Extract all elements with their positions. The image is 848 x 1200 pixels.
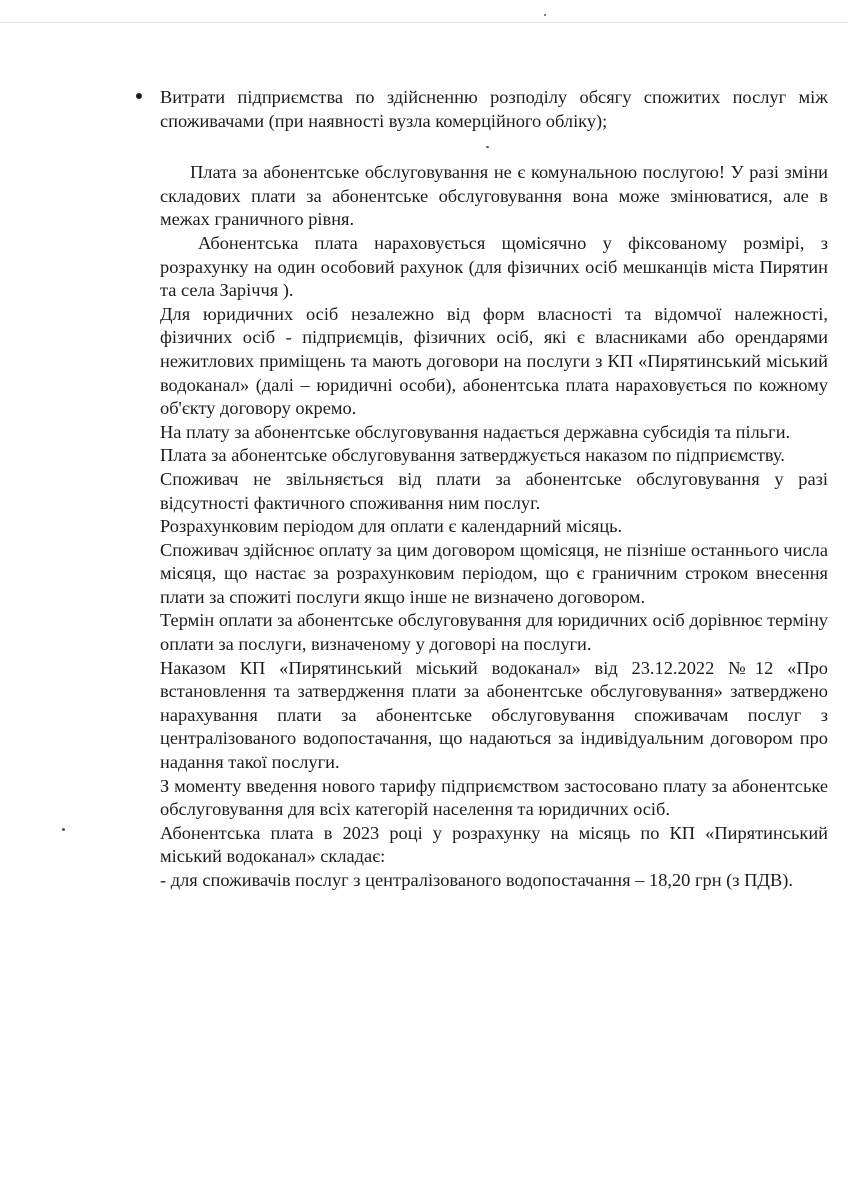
paragraph-new-tariff: З моменту введення нового тарифу підприємством застосовано плату за абонентське обслуговування для всіх категорій населення та юридичних осіб.	[160, 775, 828, 820]
bullet-icon	[136, 93, 142, 99]
scan-speck	[62, 828, 65, 831]
paragraph-approval: Плата за абонентське обслуговування затверджується наказом по підприємству.	[160, 445, 785, 466]
paragraph-billing-period: Розрахунковим періодом для оплати є календарний місяць.	[160, 516, 623, 537]
paragraph-no-exemption: Споживач не звільняється від плати за абонентське обслуговування у разі відсутності фактичного споживання ним послуг.	[160, 468, 828, 513]
paragraph-payment-deadline: Споживач здійснює оплату за цим договором щомісяця, не пізніше останнього числа місяця, що настає за розрахунковим періодом, що є граничним строком внесення плати за спожиті послуги якщо інше не визначено договором.	[160, 539, 828, 607]
paragraph-subsidy: На плату за абонентське обслуговування надається державна субсидія та пільги.	[160, 421, 791, 442]
paragraph-fee-amount: - для споживачів послуг з централізованого водопостачання – 18,20 грн (з ПДВ).	[160, 870, 793, 890]
scan-top-edge	[0, 22, 848, 23]
paragraph-monthly-fee: Абонентська плата нараховується щомісячно у фіксованому розмірі, з розрахунку на один особовий рахунок (для фізичних осіб мешканців міста Пирятин та села Заріччя ).	[160, 232, 828, 301]
paragraph-legal-entities: Для юридичних осіб незалежно від форм власності та відомчої належності, фізичних осіб - підприємців, фізичних осіб, які є власниками або орендарями нежитлових приміщень та мають договори на послуги з КП «Пирятинський міський водоканал» (далі – юридичні особи), абонентська плата нараховується по кожному об'єкту договору окремо.	[160, 303, 828, 419]
paragraph-order: Наказом КП «Пирятинський міський водоканал» від 23.12.2022 №12 «Про встановлення та затвердження плати за абонентське обслуговування» затверджено нарахування плати за абонентське обслуговування споживачам послуг з централізованого водопостачання, що надаються за індивідуальним договором про надання такої послуги.	[160, 657, 828, 773]
scan-speck	[544, 14, 546, 16]
paragraph-legal-payment-term: Термін оплати за абонентське обслуговування для юридичних осіб дорівнює терміну оплати за послуги, визначеному у договорі на послуги.	[160, 610, 828, 655]
document-page	[160, 86, 828, 893]
paragraph-non-utility: Плата за абонентське обслуговування не є комунальною послугою! У разі зміни складових плати за абонентське обслуговування вона може змінюватися, але в межах граничного рівня.	[160, 162, 828, 230]
scan-speck	[486, 146, 489, 148]
paragraph-fee-2023: Абонентська плата в 2023 році у розрахунку на місяць по КП «Пирятинський міський водоканал» складає:	[160, 822, 828, 867]
bullet-text: Витрати підприємства по здійсненню розподілу обсягу спожитих послуг між споживачами (при наявності вузла комерційного обліку);	[160, 87, 828, 131]
bullet-list-item	[160, 86, 828, 133]
